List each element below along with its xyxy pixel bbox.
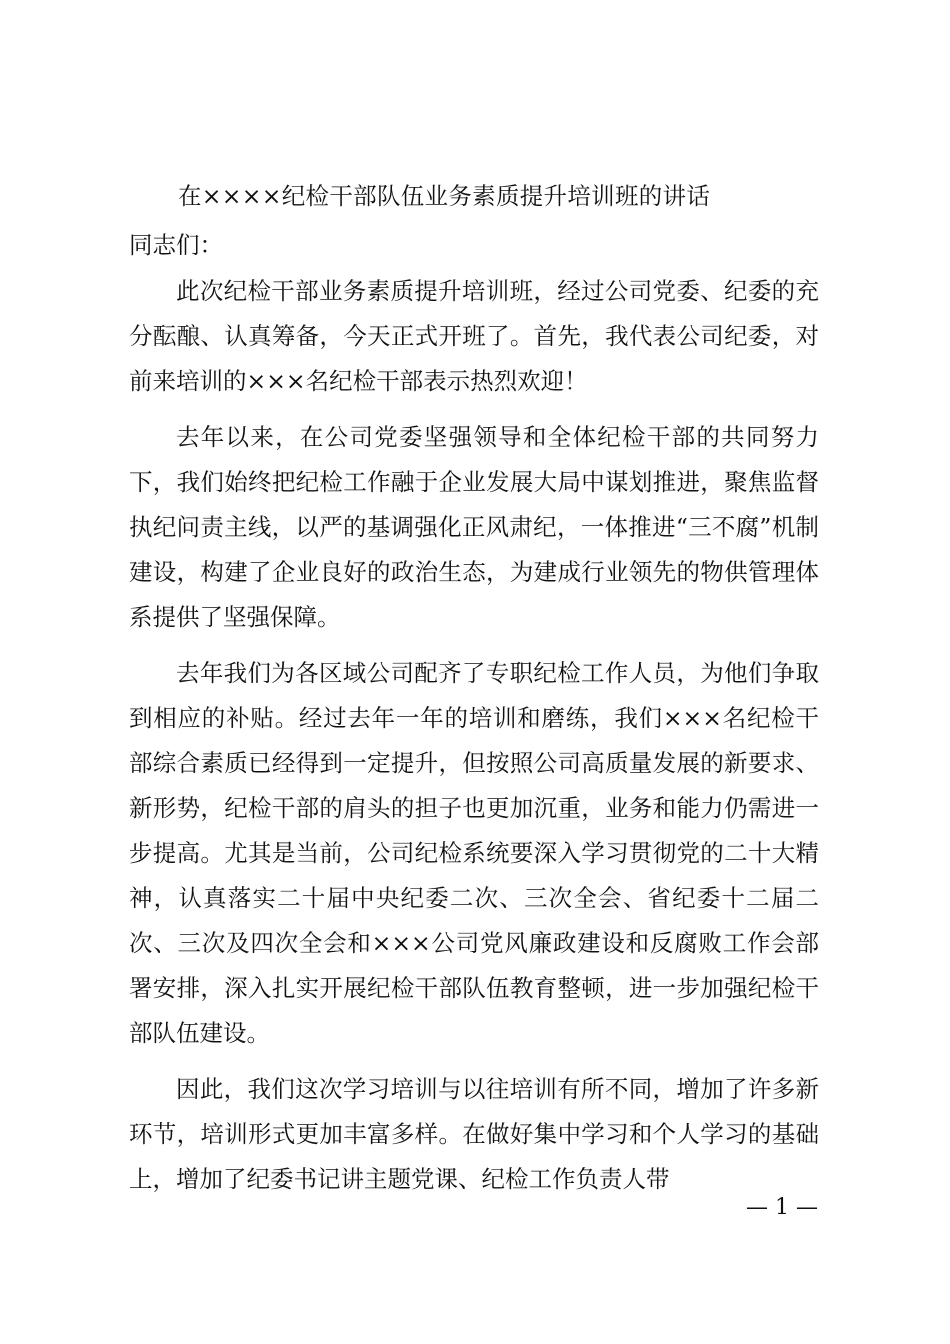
paragraph-review: 去年以来，在公司党委坚强领导和全体纪检干部的共同努力下，我们始终把纪检工作融于企业发展大局中谋划推进，聚焦监督执纪问责主线，以严的基调强化正风肃纪，一体推进“三不腐”机制建设，构建了企业良好的政治生态，为建成行业领先的物供管理体系提供了坚强保障。 [129,423,819,631]
paragraph-staffing: 去年我们为各区域公司配齐了专职纪检工作人员，为他们争取到相应的补贴。经过去年一年的培训和磨练，我们×××名纪检干部综合素质已经得到一定提升，但按照公司高质量发展的新要求、新形势，纪检干部的肩头的担子也更加沉重，业务和能力仍需进一步提高。尤其是当前，公司纪检系统要深入学习贯彻党的二十大精神，认真落实二十届中央纪委二次、三次全会、省纪委十二届二次、三次及四次全会和×××公司党风廉政建设和反腐败工作会部署安排，深入扎实开展纪检干部队伍教育整顿，进一步加强纪检干部队伍建设。 [129,659,819,1047]
paragraph-opening: 此次纪检干部业务素质提升培训班，经过公司党委、纪委的充分酝酿、认真筹备，今天正式开班了。首先，我代表公司纪委，对前来培训的×××名纪检干部表示热烈欢迎！ [129,277,819,395]
page-number: — 1 — [746,1195,818,1220]
paragraph-training: 因此，我们这次学习培训与以往培训有所不同，增加了许多新环节，培训形式更加丰富多样。在做好集中学习和个人学习的基础上，增加了纪委书记讲主题党课、纪检工作负责人带 [129,1075,819,1193]
speech-body [129,269,819,1213]
speech-title: 在××××纪检干部队伍业务素质提升培训班的讲话 [178,182,711,210]
salutation: 同志们： [129,231,223,259]
